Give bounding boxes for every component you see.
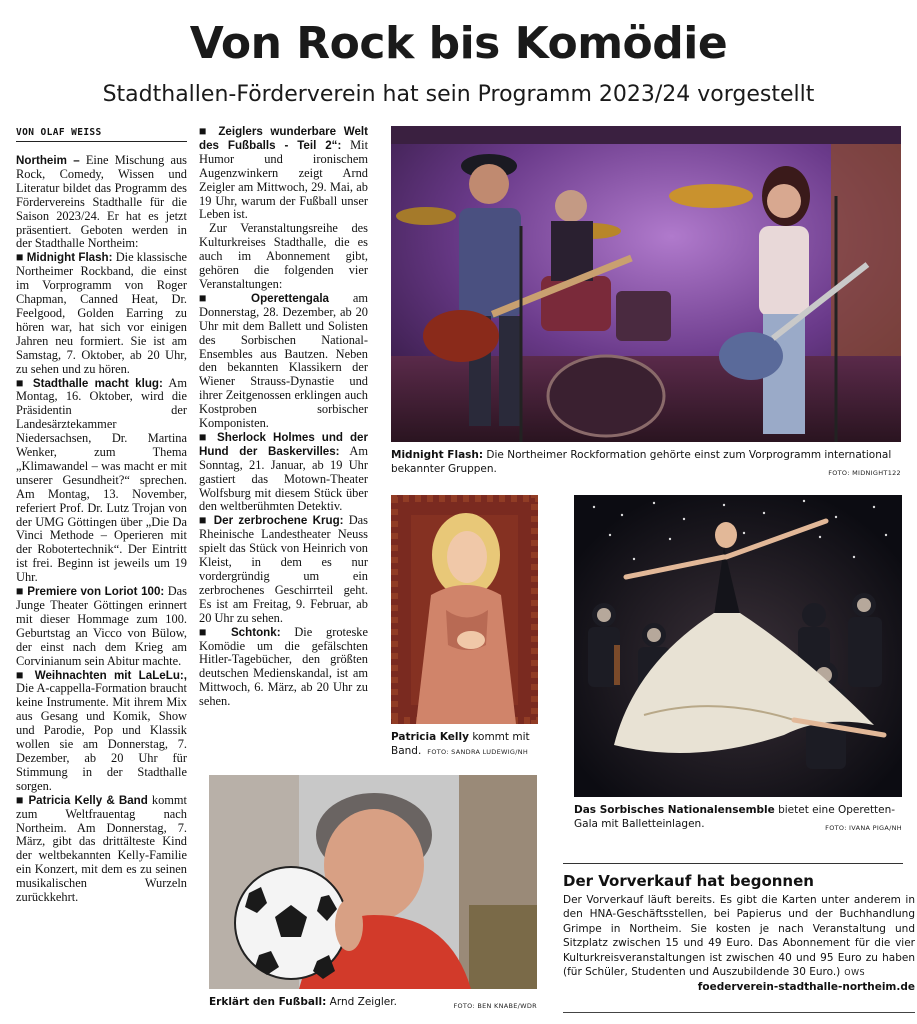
caption-text: Arnd Zeigler. <box>326 996 397 1008</box>
caption-bold: Midnight Flash: <box>391 449 484 461</box>
bullet-icon: ■ <box>199 290 252 305</box>
box-heading: Der Vorverkauf hat begonnen <box>563 863 903 890</box>
list-item <box>199 292 368 431</box>
article-column-1 <box>16 154 187 1009</box>
list-item <box>16 669 187 794</box>
item-text: Das Junge Theater Göttingen erinnert mit dieser Hommage zum 100. Geburtstag an Vicco von Bülow, der einst nach dem Krieg am Corvinianum sein Abitur machte. <box>16 584 187 668</box>
item-title: Schtonk: <box>230 625 281 639</box>
item-title: Premiere von Loriot 100: <box>27 585 165 599</box>
list-item <box>16 794 187 905</box>
photo-credit: FOTO: IVANA PIGA/NH <box>825 824 902 832</box>
list-item <box>16 585 187 668</box>
caption-bold: Patricia Kelly <box>391 731 469 743</box>
kelly-caption <box>391 730 538 759</box>
item-title: Sherlock Holmes und der Hund der Baskervilles: <box>199 430 368 458</box>
zeigler-photo <box>209 775 537 989</box>
item-title: Operettengala <box>251 291 330 305</box>
item-text: Die klassische Northeimer Rockband, die einst im Vorprogramm von Roger Chapman, Canned Heat, Dr. Feelgood, Golden Earring zu hören war, hat sich vor einigen Jahren neu formiert. Sie ist am Samstag, 7. Oktober, ab 20 Uhr, zu sehen und zu hören. <box>16 250 187 376</box>
caption-text: bietet eine Operetten-Gala mit Balletteinlagen. <box>574 804 896 830</box>
caption-text: kommt mit Band. <box>391 731 530 757</box>
item-text: Die A-cappella-Formation braucht keine Instrumente. Mit ihrem Mix aus Gesang und Komik, Show und Parodie, Pop und Klassik wollen sie am Donnerstag, 7. Dezember, ab 20 Uhr für Stimmung in der Stadthalle sorgen. <box>16 681 187 793</box>
item-title: Der zerbrochene Krug: <box>213 514 344 528</box>
list-item <box>199 431 368 514</box>
item-text: Die groteske Komödie um die gefälschten Hitler-Tagebücher, den größten deutschen Medienskandal, ist am Mittwoch, 6. März, ab 20 Uhr zu sehen. <box>199 624 368 709</box>
box-body: Der Vorverkauf läuft bereits. Es gibt die Karten unter anderem in den HNA-Geschäftsstellen, bei Papierus und der Buchhandlung Grimpe in Northeim. Sie kosten je nach Veranstaltung und Sitzplatz zwischen 15 und 49 Euro. Das Abonnement für die vier Kulturkreisveranstaltungen ist zwischen 40 und 95 Euro zu haben (für Schüler, Studenten und Auszubildende 30 Euro.) <box>563 894 915 979</box>
caption-bold: Das Sorbisches Nationalensemble <box>574 804 775 816</box>
intro-text: Eine Mischung aus Rock, Comedy, Wissen und Literatur bildet das Programm des Fördervereins Stadthalle für die Saison 2023/24. Er hat es jetzt präsentiert. Geboten werden in der Stadthalle Northeim: <box>16 154 187 251</box>
photo-credit: FOTO: MIDNIGHT122 <box>828 469 901 477</box>
bottom-divider <box>563 1012 915 1013</box>
photo-credit: FOTO: SANDRA LUDEWIG/NH <box>427 748 529 756</box>
item-text: Am Montag, 16. Oktober, wird die Präsidentin der Landesärztekammer Niedersachsen, Dr. Martina Wenker, zum Thema „Klimawandel – was macht er mit unserer Gesundheit?“ sprechen. Am Montag, 13. November, referiert Prof. Dr. Lutz Trojan von der UMG Göttingen über „Die Da Vinci Methode – Operieren mit der Robotertechnik“. Der Eintritt ist frei. Beginn ist jeweils um 19 Uhr. <box>16 375 187 585</box>
zeigler-illustration <box>209 775 537 989</box>
band-photo <box>391 126 901 442</box>
patricia-kelly-illustration <box>391 495 538 724</box>
dateline: Northeim – <box>16 154 80 167</box>
author-signature: OWS <box>844 968 866 978</box>
zeigler-caption <box>209 995 537 1013</box>
intro-paragraph <box>16 154 187 251</box>
bullet-icon: ■ <box>199 125 219 138</box>
list-item <box>16 251 187 376</box>
bullet-icon: ■ <box>199 513 214 528</box>
item-text: kommt zum Weltfrauentag nach Northeim. Am Donnerstag, 7. März, gibt das drittälteste Kind der weltbekannten Kelly-Familie ein Konzert, mit dem es zu seinen musikalischen Wurzeln zurückkehrt. <box>16 792 187 905</box>
ballet-caption <box>574 803 902 835</box>
band-photo-illustration <box>391 126 901 442</box>
patricia-kelly-photo <box>391 495 538 724</box>
website-link[interactable]: foederverein-stadthalle-northeim.de <box>697 981 915 994</box>
item-title: Stadthalle macht klug: <box>32 376 163 390</box>
paragraph: Zur Veranstaltungsreihe des Kulturkreises Stadthalle, die es auch im Abonnement gibt, gehören die folgenden vier Veranstaltungen: <box>199 221 368 291</box>
caption-text: Die Northeimer Rockformation gehörte einst zum Vorprogramm international bekannter Gruppen. <box>391 449 892 475</box>
photo-credit: FOTO: BEN KNABE/WDR <box>453 1002 537 1010</box>
caption-bold: Erklärt den Fußball: <box>209 996 327 1008</box>
article-column-2 <box>199 125 368 765</box>
item-title: Zeiglers wunderbare Welt des Fußballs - Teil 2“: <box>199 125 368 152</box>
item-title: Midnight Flash: <box>26 251 113 265</box>
item-text: Das Rheinische Landestheater Neuss spielt das Stück von Heinrich von Kleist, in dem es nur vordergründig um ein zerbrochenes Geschirrteil geht. Es ist am Freitag, 9. Februar, ab 20 Uhr zu sehen. <box>199 513 368 625</box>
bullet-icon: ■ <box>16 792 29 807</box>
item-title: Patricia Kelly & Band <box>28 793 148 807</box>
bullet-icon: ■ <box>16 667 35 682</box>
bullet-icon: ■ <box>16 250 27 265</box>
bullet-icon: ■ <box>199 624 231 639</box>
item-text: Mit Humor und ironischem Augenzwinkern zeigt Arnd Zeigler am Mittwoch, 29. Mai, ab 19 Uhr, warum der Fußball unser Leben ist. <box>199 137 368 222</box>
bullet-icon: ■ <box>199 429 218 444</box>
list-item <box>16 377 187 586</box>
item-text: am Donnerstag, 28. Dezember, ab 20 Uhr mit dem Ballett und Solisten des Sorbischen National-Ensembles aus Bautzen. Neben den bekannten Klassikern der Wiener Strauss-Dynastie und ihrer Zeitgenossen erklingen auch Kostproben sorbischer Komponisten. <box>199 290 368 431</box>
headline: Von Rock bis Komödie <box>189 18 728 69</box>
byline: VON OLAF WEISS <box>16 127 187 142</box>
ballet-illustration <box>574 495 902 797</box>
list-item <box>199 626 368 709</box>
bullet-icon: ■ <box>16 584 28 599</box>
box-text <box>563 893 915 995</box>
bullet-icon: ■ <box>16 375 33 390</box>
subheadline: Stadthallen-Förderverein hat sein Programm 2023/24 vorgestellt <box>102 82 815 107</box>
list-item <box>199 125 368 222</box>
list-item <box>199 514 368 625</box>
item-text: Am Sonntag, 21. Januar, ab 19 Uhr gastiert das Motown-Theater Wolfsburg mit diesem Stück über den weltberühmten Detektiv. <box>199 443 368 514</box>
item-title: Weihnachten mit LaLeLu:, <box>34 668 187 682</box>
ballet-photo <box>574 495 902 797</box>
band-caption <box>391 448 901 480</box>
